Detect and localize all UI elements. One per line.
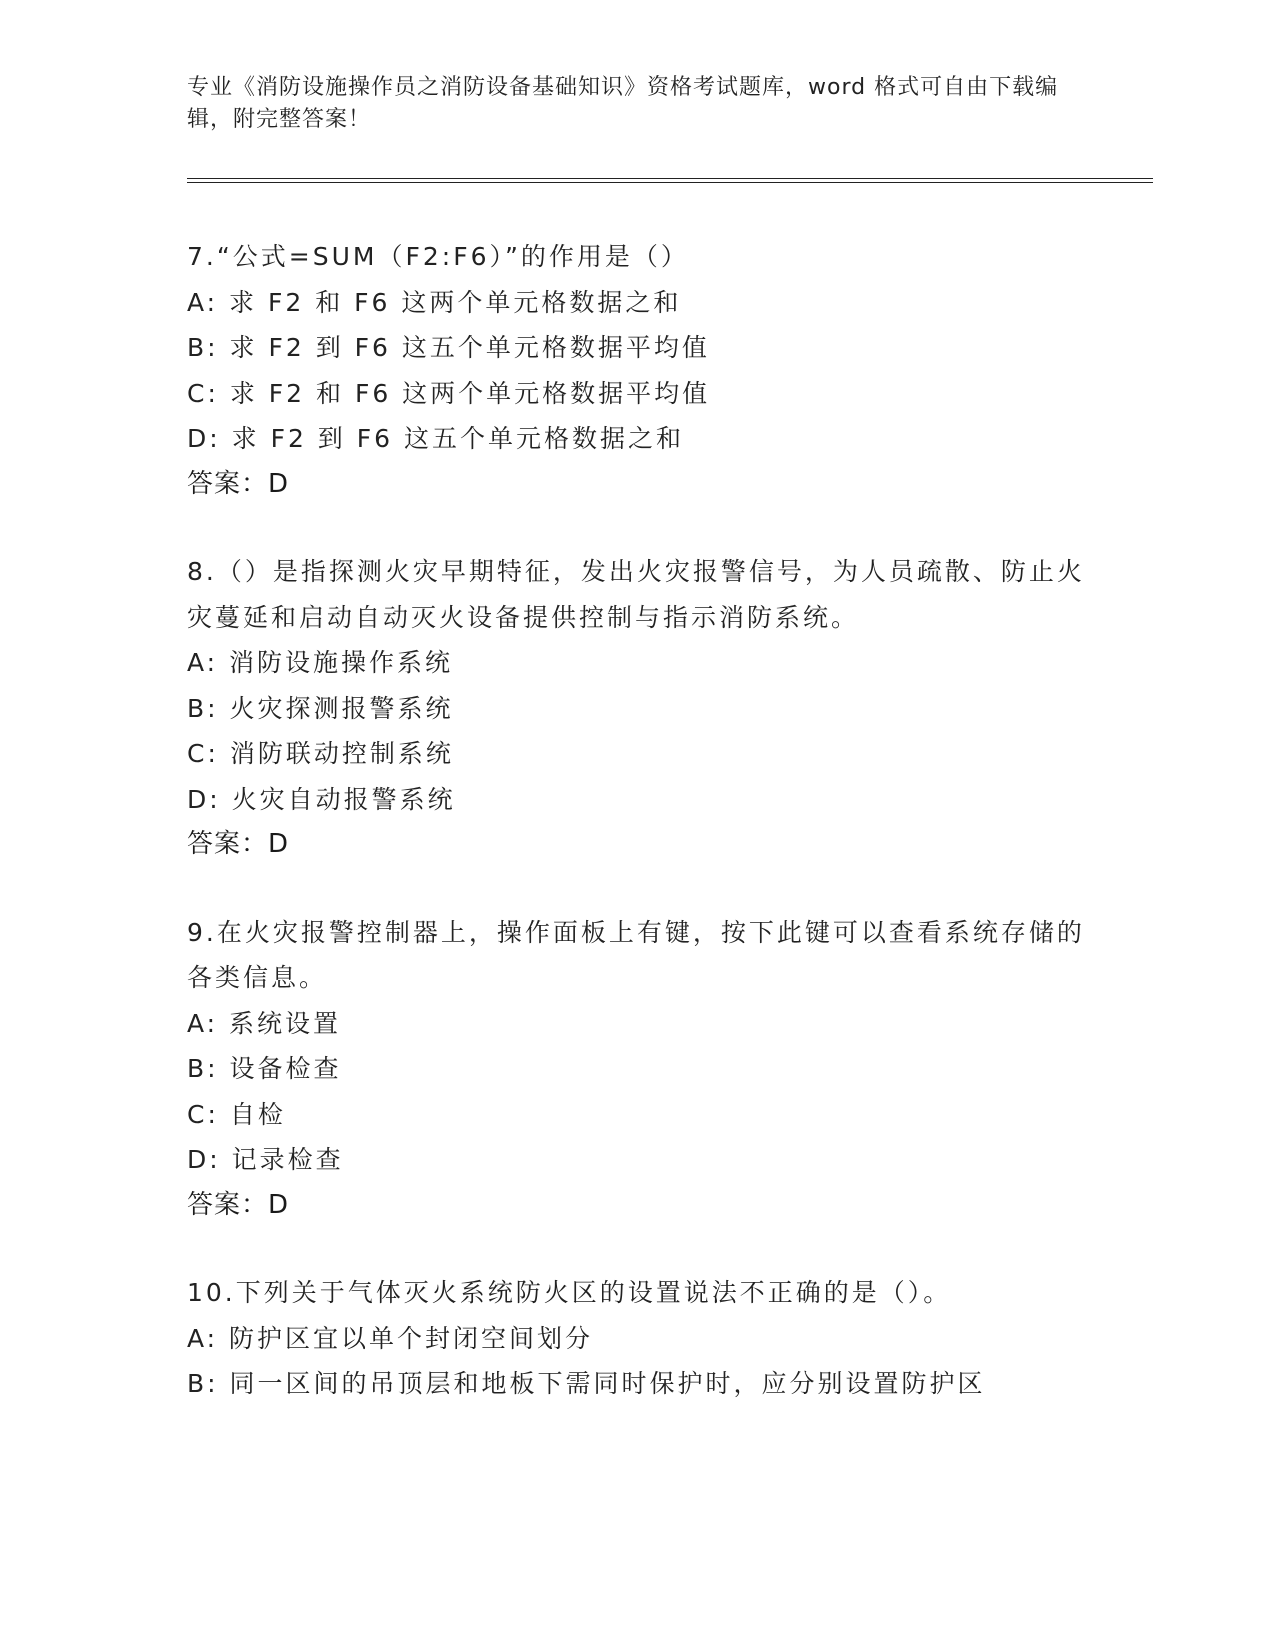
option-c: C: 自检 xyxy=(187,1099,286,1129)
answer: 答案：D xyxy=(187,1189,290,1220)
answer: 答案：D xyxy=(187,468,290,499)
question-9 xyxy=(187,910,1087,1229)
option-a: A: 求 F2 和 F6 这两个单元格数据之和 xyxy=(187,287,682,317)
option-b: B: 同一区间的吊顶层和地板下需同时保护时，应分别设置防护区 xyxy=(187,1369,986,1398)
document-header: 专业《消防设施操作员之消防设备基础知识》资格考试题库，word 格式可自由下载编辑，附完整答案！ xyxy=(187,75,1059,132)
question-8 xyxy=(187,549,1087,868)
option-a: A: 消防设施操作系统 xyxy=(187,648,454,677)
option-a: A: 防护区宜以单个封闭空间划分 xyxy=(187,1323,594,1353)
option-b: B: 求 F2 到 F6 这五个单元格数据平均值 xyxy=(187,333,710,362)
option-d: D: 火灾自动报警系统 xyxy=(187,784,456,814)
option-c: C: 消防联动控制系统 xyxy=(187,739,454,768)
option-d: D: 求 F2 到 F6 这五个单元格数据之和 xyxy=(187,424,684,453)
question-list xyxy=(187,234,1087,1449)
question-text: 9.在火灾报警控制器上，操作面板上有键，按下此键可以查看系统存储的各类信息。 xyxy=(187,917,1085,992)
question-text: 10.下列关于气体灭火系统防火区的设置说法不正确的是（）。 xyxy=(187,1278,952,1307)
question-text: 7.“公式=SUM（F2:F6）”的作用是（） xyxy=(187,242,689,271)
option-b: B: 设备检查 xyxy=(187,1054,342,1083)
option-d: D: 记录检查 xyxy=(187,1145,344,1174)
option-b: B: 火灾探测报警系统 xyxy=(187,693,454,723)
option-a: A: 系统设置 xyxy=(187,1008,342,1038)
header-divider xyxy=(187,178,1153,183)
question-10 xyxy=(187,1270,1087,1407)
question-7 xyxy=(187,234,1087,507)
option-c: C: 求 F2 和 F6 这两个单元格数据平均值 xyxy=(187,378,711,408)
answer: 答案：D xyxy=(187,829,290,859)
question-text: 8.（）是指探测火灾早期特征，发出火灾报警信号，为人员疏散、防止火灾蔓延和启动自动灭火设备提供控制与指示消防系统。 xyxy=(187,557,1085,632)
